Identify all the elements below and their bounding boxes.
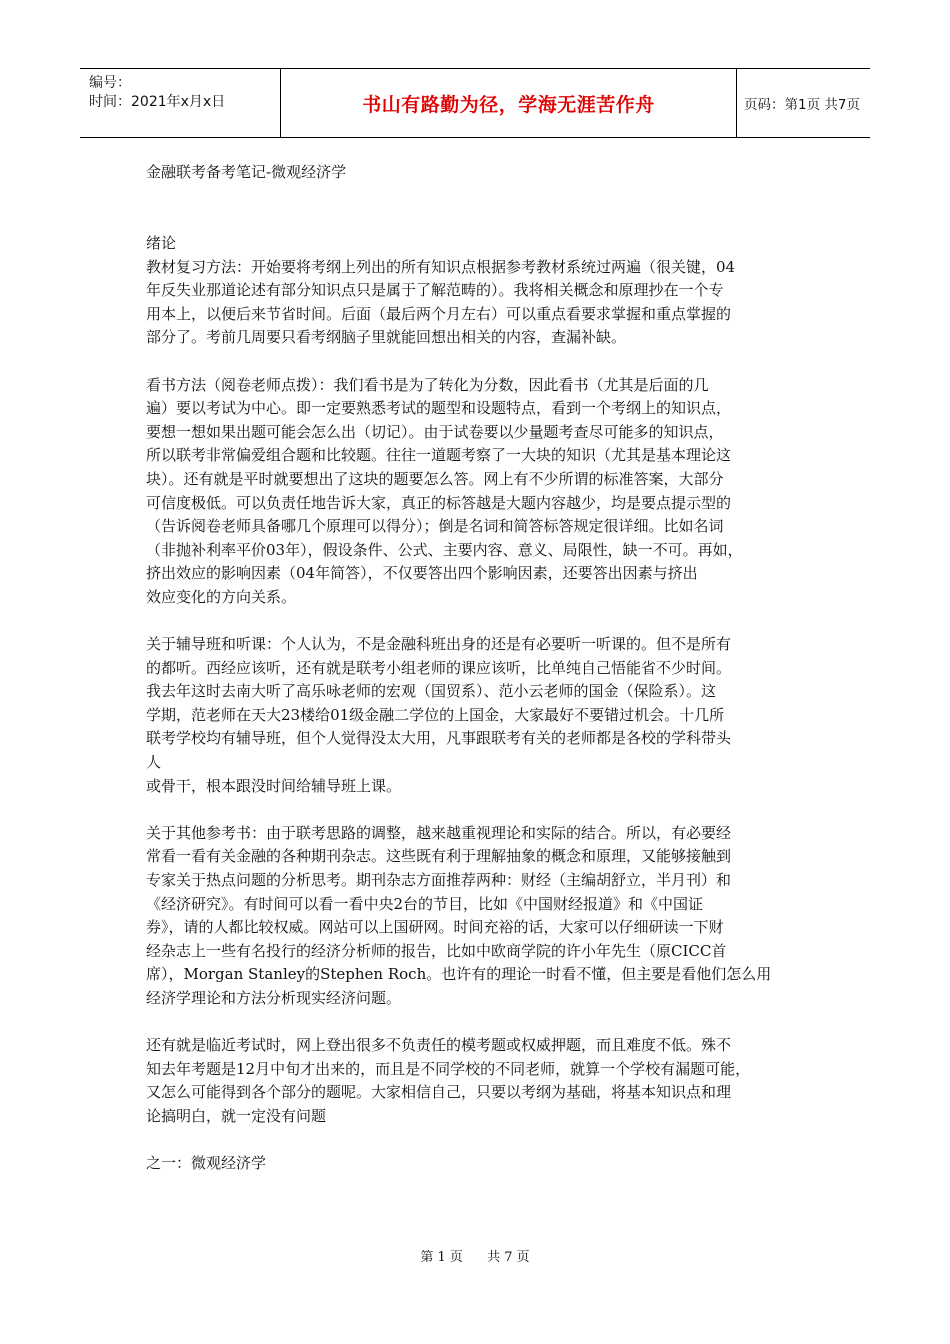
text-line: 之一：微观经济学 [146, 1154, 267, 1173]
text-line: 效应变化的方向关系。 [146, 587, 297, 606]
text-line: 所以联考非常偏爱组合题和比较题。往往一道题考察了一大块的知识（尤其是基本理论这 [146, 446, 732, 465]
paragraph [146, 374, 810, 610]
paragraph [146, 1152, 810, 1176]
text-line: 绪论 [146, 234, 177, 252]
text-line: 关于辅导班和听课：个人认为，不是金融科班出身的还是有必要听一听课的。但不是所有 [146, 635, 732, 654]
text-line: 要想一想如果出题可能会怎么出（切记）。由于试卷要以少量题考查尽可能多的知识点， [146, 422, 724, 441]
header-motto-cell [280, 69, 737, 137]
footer-total-pages: 共 7 页 [487, 1250, 530, 1265]
text-line: 席），Morgan Stanley的Stephen Roch。也许有的理论一时看不懂，但主要是看他们怎么用 [146, 965, 772, 984]
text-line: （告诉阅卷老师具备哪几个原理可以得分）；倒是名词和简答标答规定很详细。比如名词 [146, 517, 724, 536]
paragraph-gap [146, 1011, 810, 1035]
text-line: 学期，范老师在天大23楼给01级金融二学位的上国金，大家最好不要错过机会。十几所 [146, 705, 725, 724]
text-line: 《经济研究》。有时间可以看一看中央2台的节目，比如《中国财经报道》和《中国证 [146, 894, 704, 913]
text-line: 论搞明白，就一定没有问题 [146, 1106, 327, 1125]
text-line: （非抛补利率平价03年），假设条件、公式、主要内容、意义、局限性，缺一不可。再如， [146, 540, 743, 559]
text-line: 块）。还有就是平时就要想出了这块的题要怎么答。网上有不少所谓的标准答案，大部分 [146, 469, 724, 488]
text-line: 的都听。西经应该听，还有就是联考小组老师的课应该听，比单纯自己悟能省不少时间。 [146, 658, 732, 677]
paragraph [146, 633, 810, 798]
text-line: 挤出效应的影响因素（04年简答），不仅要答出四个影响因素，还要答出因素与挤出 [146, 564, 698, 583]
document-body [146, 232, 810, 1176]
text-line: 可信度极低。可以负责任地告诉大家，真正的标答越是大题内容越少，均是要点提示型的 [146, 493, 732, 512]
footer-page-number: 第 1 页 [420, 1250, 463, 1265]
text-line: 还有就是临近考试时，网上登出很多不负责任的模考题或权威押题，而且难度不低。殊不 [146, 1036, 732, 1055]
header-meta-cell [80, 69, 280, 137]
header-number-label: 编号： [89, 75, 131, 91]
paragraph [146, 822, 810, 1011]
text-line: 看书方法（阅卷老师点拨）：我们看书是为了转化为分数，因此看书（尤其是后面的几 [146, 375, 709, 394]
document-title: 金融联考备考笔记-微观经济学 [146, 163, 347, 181]
text-line: 专家关于热点问题的分析思考。期刊杂志方面推荐两种：财经（主编胡舒立，半月刊）和 [146, 871, 732, 890]
paragraph-gap [146, 610, 810, 634]
text-line: 券》，请的人都比较权威。网站可以上国研网。时间充裕的话，大家可以仔细研读一下财 [146, 918, 724, 937]
header-motto: 书山有路勤为径，学海无涯苦作舟 [362, 93, 655, 116]
paragraph-gap [146, 350, 810, 374]
text-line: 遍）要以考试为中心。即一定要熟悉考试的题型和设题特点，看到一个考纲上的知识点， [146, 399, 732, 418]
paragraph [146, 232, 810, 350]
text-line: 用本上，以便后来节省时间。后面（最后两个月左右）可以重点看要求掌握和重点掌握的 [146, 304, 732, 323]
text-line: 人 [146, 753, 162, 772]
text-line: 经杂志上一些有名投行的经济分析师的报告，比如中欧商学院的许小年先生（原CICC首 [146, 941, 727, 960]
header-page-info: 页码：第1页 共7页 [744, 97, 860, 113]
text-line: 经济学理论和方法分析现实经济问题。 [146, 989, 402, 1007]
text-line: 联考学校均有辅导班，但个人觉得没太大用，凡事跟联考有关的老师都是各校的学科带头 [146, 729, 732, 748]
text-line: 部分了。考前几周要只看考纲脑子里就能回想出相关的内容，查漏补缺。 [146, 328, 627, 347]
text-line: 知去年考题是12月中旬才出来的，而且是不同学校的不同老师，就算一个学校有漏题可能， [146, 1059, 751, 1078]
paragraph-gap [146, 798, 810, 822]
page-header [80, 68, 870, 138]
text-line: 常看一看有关金融的各种期刊杂志。这些既有利于理解抽象的概念和原理，又能够接触到 [146, 847, 732, 866]
text-line: 我去年这时去南大听了高乐咏老师的宏观（国贸系）、范小云老师的国金（保险系）。这 [146, 682, 717, 701]
text-line: 教材复习方法：开始要将考纲上列出的所有知识点根据参考教材系统过两遍（很关键，04 [146, 257, 736, 276]
text-line: 关于其他参考书：由于联考思路的调整，越来越重视理论和实际的结合。所以，有必要经 [146, 823, 732, 842]
paragraph-gap [146, 1129, 810, 1153]
text-line: 或骨干，根本跟没时间给辅导班上课。 [146, 776, 402, 795]
header-date-label: 时间：2021年x月x日 [89, 94, 226, 110]
text-line: 年反失业那道论述有部分知识点只是属于了解范畴的）。我将相关概念和原理抄在一个专 [146, 281, 724, 300]
page-footer [0, 1246, 950, 1265]
paragraph [146, 1034, 810, 1128]
text-line: 又怎么可能得到各个部分的题呢。大家相信自己，只要以考纲为基础，将基本知识点和理 [146, 1083, 732, 1102]
